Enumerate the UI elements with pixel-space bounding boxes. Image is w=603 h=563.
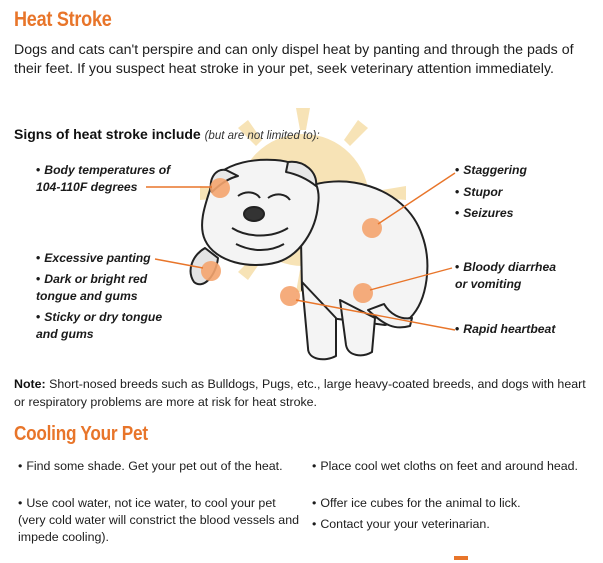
cooling-tip-cool-water: • Use cool water, not ice water, to cool your pet (very cold water will constrict the blood vessels and impede cooling).	[18, 496, 299, 544]
signs-heading: Signs of heat stroke include (but are not limited to):	[14, 126, 320, 142]
cooling-tip-wet-cloths: • Place cool wet cloths on feet and around head.	[312, 459, 578, 473]
sign-stupor: • Stupor	[455, 185, 503, 199]
cooling-title: Cooling Your Pet	[14, 423, 148, 445]
heat-stroke-intro: Dogs and cats can't perspire and can only dispel heat by panting and through the pads of their feet. If you suspect heat stroke in your pet, seek veterinary attention immediately.	[14, 42, 574, 77]
sign-dry-tongue: • Sticky or dry tongue and gums	[36, 310, 163, 341]
heat-stroke-title: Heat Stroke	[14, 8, 112, 31]
cooling-tip-ice-cubes: • Offer ice cubes for the animal to lick.	[312, 496, 521, 510]
decorative-corner-mark	[454, 556, 468, 560]
note-text: Short-nosed breeds such as Bulldogs, Pugs, etc., large heavy-coated breeds, and dogs with heart or respiratory problems are more at risk for heat stroke.	[14, 377, 586, 409]
sign-bloody-diarrhea: • Bloody diarrhea or vomiting	[455, 260, 557, 291]
sign-excessive-panting: • Excessive panting	[36, 251, 151, 265]
sign-body-temperature: • Body temperatures of 104-110F degrees	[36, 163, 171, 194]
sign-red-tongue: • Dark or bright red tongue and gums	[36, 272, 148, 303]
cooling-tip-contact-vet: • Contact your your veterinarian.	[312, 517, 490, 531]
sign-seizures: • Seizures	[455, 206, 514, 220]
cooling-tip-shade: • Find some shade. Get your pet out of the heat.	[18, 459, 283, 473]
sign-staggering: • Staggering	[455, 163, 527, 177]
sign-rapid-heartbeat: • Rapid heartbeat	[455, 322, 556, 336]
note-label: Note:	[14, 377, 46, 391]
breed-note	[14, 375, 592, 411]
signs-heading-sub: (but are not limited to):	[204, 130, 320, 142]
